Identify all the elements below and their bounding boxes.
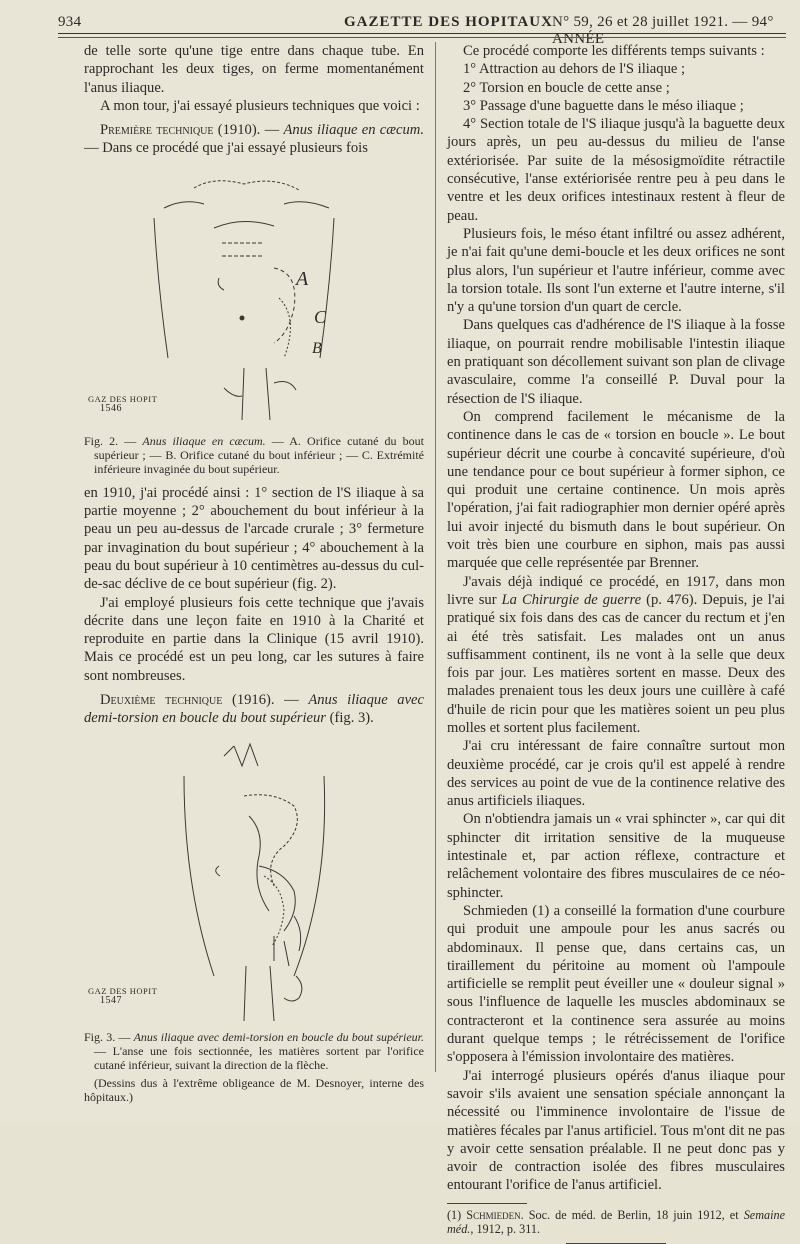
paragraph: J'ai cru intéressant de faire connaître surtout mon deuxième procédé, car je crois qu'il est appelé à rendre des services au point de vue de la continence relative des anus artificiels iliaques. xyxy=(447,738,785,810)
engraving-mark-text: GAZ DES HOPIT xyxy=(88,985,158,996)
footnote-number: (1) xyxy=(447,1207,467,1222)
header-rule xyxy=(58,33,786,34)
figure-2-drawing xyxy=(124,168,374,430)
paragraph: J'ai interrogé plusieurs opérés d'anus iliaque pour savoir s'ils avaient une sensation spéciale annonçant la nécessité ou l'imminence involontaire de l'issue de matières fécales par l'anus artificiel. Tous m'ont dit ne pas y avoir cette sensation préalable. Il ne peut donc pas y avoir de contraction isolée des fibres musculaires entourant l'orifice de l'anus artificiel. xyxy=(447,1067,785,1194)
footnote-text: . Soc. de méd. de Berlin, 18 juin 1912, et xyxy=(520,1207,744,1222)
engraving-mark-number: 1547 xyxy=(100,994,122,1006)
figure-credit: (Dessins dus à l'extrême obligeance de M. Desnoyer, interne des hôpitaux.) xyxy=(84,1075,424,1104)
figure-3 xyxy=(84,736,424,1026)
page-number: 934 xyxy=(58,14,82,30)
paragraph: J'ai employé plusieurs fois cette technique que j'avais décrite dans une leçon faite en 1910 à la Charité et reproduite en partie dans la Clinique (15 avril 1910). Mais ce procédé est un peu long, car les sutures à faire sont nombreuses. xyxy=(84,594,424,684)
caption-text: — A. Orifice cutané du bout supérieur ; — B. Orifice cutané du bout inférieur ; — C. Extrémité inférieure invaginée du bout supérieur. xyxy=(94,433,424,476)
figure-3-caption xyxy=(84,1030,424,1072)
footnote xyxy=(447,1208,785,1237)
figure-3-drawing xyxy=(124,736,374,1026)
caption-title: Anus iliaque avec demi-torsion en boucle du bout supérieur. xyxy=(133,1029,424,1044)
paragraph: On comprend facilement le mécanisme de la continence dans le cas de « torsion en boucle ». Le bout supérieur décrit une courbe à concavité supérieure, d'où une tendance pour ce bout supérieur à former siphon, ce qui produit une certaine continence. Un mois après l'opération, j'ai fait radiographier mon dernier opéré après lui avoir injecté du bismuth dans le bout supérieur. On voit très bien une courbure en siphon, mais pas aussi marquée que celle représentée par Brenner. xyxy=(447,408,785,572)
footnote-text: , 1912, p. 311. xyxy=(470,1222,540,1237)
text-span: (p. 476). Depuis, je l'ai pratiqué six fois dans des cas de cancer du rectum et j'en ai été très satisfait. Les malades ont un anus suffisamment continent, ils ne vont à la selle que deux fois par jour. Les matières sortent en masse. Deux des malades prenaient tous les deux jours une cuillère à café d'huile de ricin pour que les matières soient un peu plus molles et sortent plus facilement. xyxy=(447,591,785,736)
engraving-mark-number: 1546 xyxy=(100,402,122,414)
technique-ref: (fig. 3). xyxy=(325,710,374,727)
technique-1-paragraph xyxy=(84,121,424,158)
paragraph: Ce procédé comporte les différents temps suivants : xyxy=(463,43,765,59)
paragraph: Dans quelques cas d'adhérence de l'S iliaque à la fosse iliaque, on pourrait rendre mobilisable l'intestin iliaque en pratiquant son décollement suivant son plan de clivage avasculaire, comme l'a conseillé P. Duval pour la résection de l'S iliaque. xyxy=(447,317,785,407)
paragraph: en 1910, j'ai procédé ainsi : 1° section de l'S iliaque à sa partie moyenne ; 2° abouchement du bout inférieur à la peau un peu au-dessus de l'arcade crurale ; 3° fermeture par invagination du bout supérieur ; 4° abouchement à la peau du bout supérieur à 10 centimètres au-dessus du cul-de-sac déclive de ce bout supérieur (fig. 2). xyxy=(84,484,424,593)
paragraph: Plusieurs fois, le méso étant infiltré ou assez adhérent, je n'ai fait qu'une demi-boucle et les deux orifices ne sont plus alors, l'un supérieur et l'autre inférieur, comme avec la torsion totale. Ils sont l'un externe et l'autre interne, s'il n'y a qu'une torsion d'un quart de cercle. xyxy=(447,225,785,316)
paragraph: A mon tour, j'ai essayé plusieurs techniques que voici : xyxy=(100,97,420,114)
list-item: 2° Torsion en boucle de cette anse ; xyxy=(463,79,670,96)
list-item: 4° Section totale de l'S iliaque jusqu'à la baguette deux jours après, un peu au-dessus du milieu de l'anse extériorisée. Par suite de la mésosigmoïdite rétractile consécutive, l'anse extériorisée rentre peu à peu dans le ventre et les deux orifices intestinaux restent à fleur de peau. xyxy=(447,116,785,224)
caption-text: — L'anse une fois sectionnée, les matières sortent par l'orifice cutané inférieur, suivant la direction de la flèche. xyxy=(94,1043,424,1072)
figure-2-caption xyxy=(84,434,424,476)
left-column xyxy=(84,42,424,1112)
paragraph: de telle sorte qu'une tige entre dans chaque tube. En rapprochant les deux tiges, on ferme momentanément l'anus iliaque. xyxy=(84,43,424,96)
footnote-rule xyxy=(447,1203,527,1204)
paragraph: On n'obtiendra jamais un « vrai sphincter », car qui dit sphincter dit irritation sensitive de la muqueuse intestinale et, par action réflexe, contracture et relâchement volontaire des fibres musculaires de ce néo-sphincter. xyxy=(447,811,785,901)
steps-list xyxy=(447,60,785,225)
technique-heading: Deuxième technique xyxy=(100,692,223,709)
footnote-author: Schmieden xyxy=(466,1207,521,1222)
technique-heading: Première technique xyxy=(100,122,214,139)
figure-label-c: C xyxy=(314,306,327,327)
figure-label-b: B xyxy=(312,339,322,357)
caption-label: Fig. 3. — xyxy=(84,1029,134,1044)
engraving-mark xyxy=(88,394,157,414)
technique-year: (1910). — xyxy=(213,122,284,139)
technique-2-paragraph xyxy=(84,691,424,728)
text-span: J'avais déjà indiqué ce procédé, en 1917, dans mon livre sur xyxy=(447,573,785,608)
figure-2 xyxy=(84,168,424,430)
engraving-mark-text: GAZ DES HOPIT xyxy=(88,393,158,404)
paragraph xyxy=(447,573,785,738)
list-item: 3° Passage d'une baguette dans le méso iliaque ; xyxy=(463,97,744,114)
running-header xyxy=(52,12,780,47)
technique-year: (1916). — xyxy=(222,692,309,709)
figure-label-a: A xyxy=(296,267,309,290)
issue-info: N° 59, 26 et 28 juillet 1921. — 94° ANNÉE xyxy=(552,14,774,47)
column-divider xyxy=(435,42,436,1072)
caption-label: Fig. 2. — xyxy=(84,433,143,448)
technique-title: Anus iliaque avec demi-torsion en boucle du bout supérieur xyxy=(84,692,425,727)
footnote-journal: Semaine méd. xyxy=(447,1207,785,1237)
book-title: La Chirurgie de guerre xyxy=(501,591,642,608)
journal-title: GAZETTE DES HOPITAUX xyxy=(344,14,553,30)
technique-text: — Dans ce procédé que j'ai essayé plusieurs fois xyxy=(84,140,368,157)
list-item: 1° Attraction au dehors de l'S iliaque ; xyxy=(463,61,686,78)
caption-title: Anus iliaque en cæcum. xyxy=(142,433,266,448)
right-column xyxy=(447,42,785,1244)
engraving-mark xyxy=(88,986,157,1006)
header-rule-thin xyxy=(58,37,786,38)
paragraph: Schmieden (1) a conseillé la formation d'une courbure qui produit une ampoule pour les anus sacrés ou abdominaux. Il pense que, dans certains cas, un tiraillement du péritoine au moment où l'ampoule artificielle se remplit peut éveiller une « douleur signal » sous l'influence de laquelle les muscles abdominaux se contracteront et la continence sera assurée au moins durant quelque temps ; le rétrécissement de l'orifice s'opposera à l'émission involontaire des matières. xyxy=(447,902,785,1066)
technique-title: Anus iliaque en cæcum. xyxy=(283,122,424,139)
